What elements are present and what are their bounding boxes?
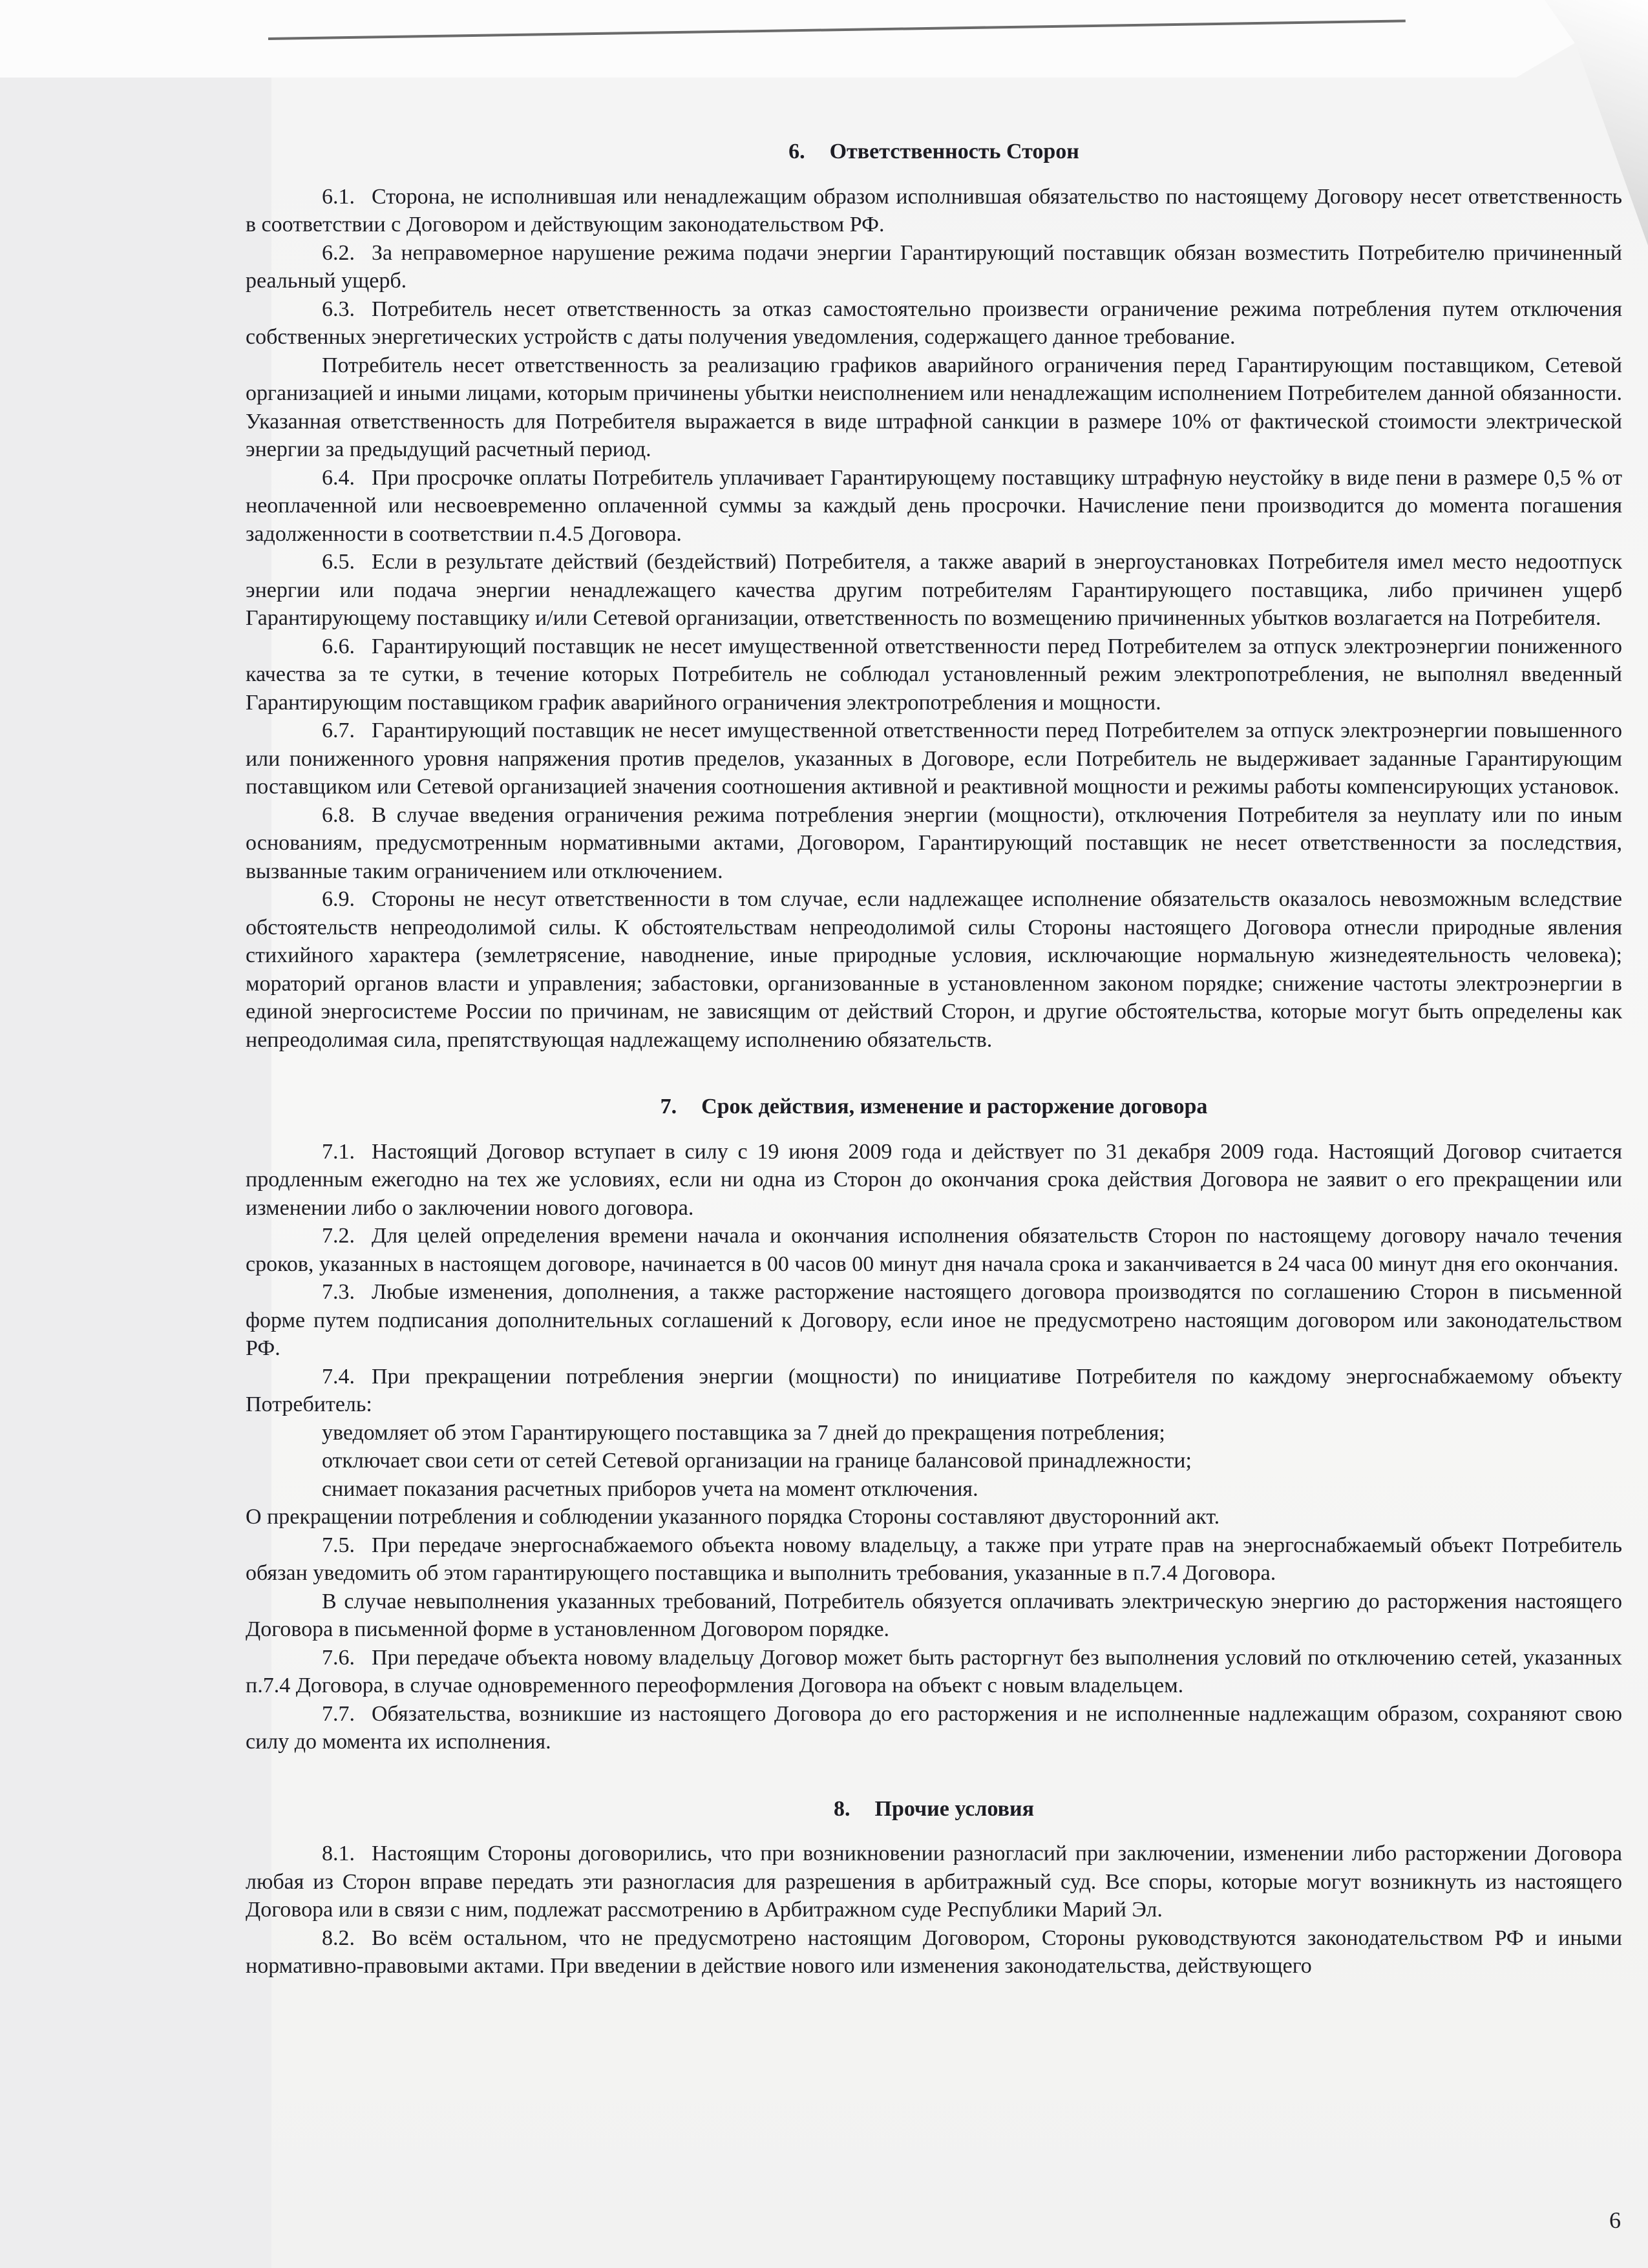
clause-paragraph — [246, 1138, 1622, 1223]
clause-number: 7.4. — [322, 1364, 355, 1389]
clause-number: 7.3. — [322, 1280, 355, 1304]
clause-text: О прекращении потребления и соблюдении указанного порядка Стороны составляют двусторонний акт. — [246, 1505, 1220, 1529]
clause-number: 6.1. — [322, 184, 355, 209]
clause-paragraph — [246, 885, 1622, 1054]
clause-text: Потребитель несет ответственность за реализацию графиков аварийного ограничения перед Гарантирующим поставщиком, Сетевой организацией и иными лицами, которым причинены убытки неисполнением или ненадлежащим исполнением Потребителем данной обязанности. Указанная ответственность для Потребителя выражается в виде штрафной санкции в размере 10% от фактической стоимости электрической энергии за предыдущий расчетный период. — [246, 353, 1622, 461]
clause-number: 6.8. — [322, 803, 355, 827]
clause-number: 8.1. — [322, 1842, 355, 1865]
clause-number: 7.1. — [322, 1139, 355, 1164]
clause-number: 6.4. — [322, 465, 355, 490]
clause-paragraph — [246, 1222, 1622, 1278]
clause-text: В случае введения ограничения режима потребления энергии (мощности), отключения Потребителя за неуплату или по иным основаниям, предусмотренным нормативными актами, Договором, Гарантирующий поставщик не несет ответственности за последствия, вызванные таким ограничением или отключением. — [246, 803, 1622, 883]
clause-paragraph — [246, 548, 1622, 633]
clause-paragraph — [246, 1475, 1622, 1504]
clause-number: 6.6. — [322, 634, 355, 658]
clause-paragraph — [246, 801, 1622, 886]
clause-paragraph — [246, 1503, 1622, 1531]
clause-paragraph — [246, 1840, 1622, 1924]
clause-text: Обязательства, возникшие из настоящего Договора до его расторжения и не исполненные надлежащим образом, сохраняют свою силу до момента их исполнения. — [246, 1701, 1622, 1754]
clause-text: отключает свои сети от сетей Сетевой организации на границе балансовой принадлежности; — [322, 1449, 1192, 1473]
clause-paragraph — [246, 1700, 1622, 1756]
clause-text: При передаче энергоснабжаемого объекта новому владельцу, а также при утрате прав на энергоснабжаемый объект Потребитель обязан уведомить об этом гарантирующего поставщика и выполнить требования, указанные в п.7.4 Договора. — [246, 1533, 1622, 1585]
section-title: Срок действия, изменение и расторжение договора — [701, 1095, 1208, 1118]
clause-paragraph — [246, 239, 1622, 295]
clause-paragraph — [246, 717, 1622, 801]
section-gap — [246, 1756, 1622, 1783]
section-number: 7. — [660, 1095, 677, 1118]
clause-text: Гарантирующий поставщик не несет имущественной ответственности перед Потребителем за отпуск электроэнергии повышенного или пониженного уровня напряжения против пределов, указанных в Договоре, если Потребитель не выдерживает заданные Гарантирующим поставщиком или Сетевой организацией значения соотношения активной и реактивной мощности и режимы работы компенсирующих установок. — [246, 719, 1622, 799]
clause-paragraph — [246, 1924, 1622, 1980]
scan-left-margin-shadow — [0, 39, 271, 2268]
clause-number: 6.2. — [322, 240, 355, 265]
section-number: 8. — [834, 1796, 850, 1821]
clause-text: Сторона, не исполнившая или ненадлежащим образом исполнившая обязательство по настоящему Договору несет ответственность в соответствии с Договором и действующим законодательством РФ. — [246, 184, 1622, 236]
clause-paragraph — [246, 1363, 1622, 1419]
clause-paragraph — [246, 1644, 1622, 1700]
section-title: Прочие условия — [874, 1796, 1034, 1821]
page-number: 6 — [1609, 2207, 1621, 2233]
clause-text: За неправомерное нарушение режима подачи энергии Гарантирующий поставщик обязан возместить Потребителю причиненный реальный ущерб. — [246, 240, 1622, 293]
clause-number: 7.7. — [322, 1701, 355, 1726]
clause-number: 7.5. — [322, 1533, 355, 1557]
clause-number: 6.9. — [322, 887, 355, 911]
section-heading — [246, 1795, 1622, 1823]
clause-paragraph — [246, 295, 1622, 352]
clause-paragraph — [246, 1278, 1622, 1363]
clause-paragraph — [246, 1419, 1622, 1447]
clause-text: Во всём остальном, что не предусмотрено настоящим Договором, Стороны руководствуются законодательством РФ и иными нормативно-правовыми актами. При введении в действие нового или изменения законодательства, действующего — [246, 1926, 1622, 1978]
section-heading — [246, 1093, 1622, 1121]
clause-text: Для целей определения времени начала и окончания исполнения обязательств Сторон по настоящему договору начало течения сроков, указанных в настоящем договоре, начинается в 00 часов 00 минут дня начала срока и заканчивается в 24 часа 00 минут дня его окончания. — [246, 1224, 1622, 1276]
scan-top-edge — [0, 0, 1648, 78]
section-heading — [246, 138, 1622, 166]
section-gap — [246, 1054, 1622, 1081]
clause-text: Если в результате действий (бездействий) Потребителя, а также аварий в энергоустановках Потребителя имел место недоотпуск энергии или подача энергии ненадлежащего качества другим потребителям Гарантирующего поставщика, либо причинен ущерб Гарантирующему поставщику и/или Сетевой организации, ответственность по возмещению причиненных убытков возлагается на Потребителя. — [246, 550, 1622, 630]
clause-number: 7.6. — [322, 1645, 355, 1670]
clause-number: 8.2. — [322, 1926, 355, 1950]
clause-paragraph — [246, 352, 1622, 464]
clause-paragraph — [246, 464, 1622, 549]
clause-text: Любые изменения, дополнения, а также расторжение настоящего договора производятся по соглашению Сторон в письменной форме путем подписания дополнительных соглашений к Договору, если иное не предусмотрено настоящим договором или законодательством РФ. — [246, 1280, 1622, 1360]
clause-number: 6.5. — [322, 550, 355, 574]
clause-text: При прекращении потребления энергии (мощности) по инициативе Потребителя по каждому энергоснабжаемому объекту Потребитель: — [246, 1364, 1622, 1416]
clause-text: Стороны не несут ответственности в том случае, если надлежащее исполнение обязательств оказалось невозможным вследствие обстоятельств непреодолимой силы. К обстоятельствам непреодолимой силы Стороны настоящего Договора отнесли природные явления стихийного характера (землетрясение, наводнение, иные природные условия, исключающие нормальную жизнедеятельность человека); мораторий органов власти и управления; забастовки, организованные в установленном законом порядке; снижение частоты электроэнергии в единой энергосистеме России по причинам, не зависящим от действий Сторон, и другие обстоятельства, которые могут быть определены как непреодолимая сила, препятствующая надлежащему исполнению обязательств. — [246, 887, 1622, 1052]
clause-text: Настоящий Договор вступает в силу с 19 июня 2009 года и действует по 31 декабря 2009 года. Настоящий Договор считается продленным ежегодно на тех же условиях, если ни одна из Сторон до окончания срока действия Договора не заявит о его прекращении или изменении либо о заключении нового договора. — [246, 1139, 1622, 1220]
section-number: 6. — [788, 140, 805, 163]
clause-text: При передаче объекта новому владельцу Договор может быть расторгнут без выполнения условий по отключению сетей, указанных п.7.4 Договора, в случае одновременного переоформления Договора на объект с новым владельцем. — [246, 1645, 1622, 1697]
clause-text: снимает показания расчетных приборов учета на момент отключения. — [322, 1476, 978, 1501]
clause-paragraph — [246, 1531, 1622, 1588]
clause-text: Потребитель несет ответственность за отказ самостоятельно произвести ограничение режима потребления путем отключения собственных энергетических устройств с даты получения уведомления, содержащего данное требование. — [246, 297, 1622, 349]
clause-number: 7.2. — [322, 1224, 355, 1248]
clause-text: Настоящим Стороны договорились, что при возникновении разногласий при заключении, изменении либо расторжении Договора любая из Сторон вправе передать эти разногласия для разрешения в арбитражный суд. Все споры, которые могут возникнуть из настоящего Договора или в связи с ним, подлежат рассмотрению в Арбитражном суде Республики Марий Эл. — [246, 1842, 1622, 1922]
section-title: Ответственность Сторон — [829, 140, 1079, 163]
clause-paragraph — [246, 183, 1622, 239]
document-page — [246, 126, 1622, 1980]
clause-number: 6.7. — [322, 719, 355, 742]
clause-text: уведомляет об этом Гарантирующего поставщика за 7 дней до прекращения потребления; — [322, 1420, 1165, 1445]
clause-number: 6.3. — [322, 297, 355, 321]
clause-paragraph — [246, 1447, 1622, 1475]
clause-text: При просрочке оплаты Потребитель уплачивает Гарантирующему поставщику штрафную неустойку в виде пени в размере 0,5 % от неоплаченной или несвоевременно оплаченной суммы за каждый день просрочки. Начисление пени производится до момента погашения задолженности в соответствии п.4.5 Договора. — [246, 465, 1622, 546]
clause-paragraph — [246, 633, 1622, 717]
clause-text: Гарантирующий поставщик не несет имущественной ответственности перед Потребителем за отпуск электроэнергии пониженного качества за те сутки, в течение которых Потребитель не соблюдал установленный режим электропотребления, не выполнял введенный Гарантирующим поставщиком график аварийного ограничения электропотребления и мощности. — [246, 634, 1622, 715]
clause-text: В случае невыполнения указанных требований, Потребитель обязуется оплачивать электрическую энергию до расторжения настоящего Договора в письменной форме в установленном Договором порядке. — [246, 1589, 1622, 1641]
clause-paragraph — [246, 1588, 1622, 1644]
